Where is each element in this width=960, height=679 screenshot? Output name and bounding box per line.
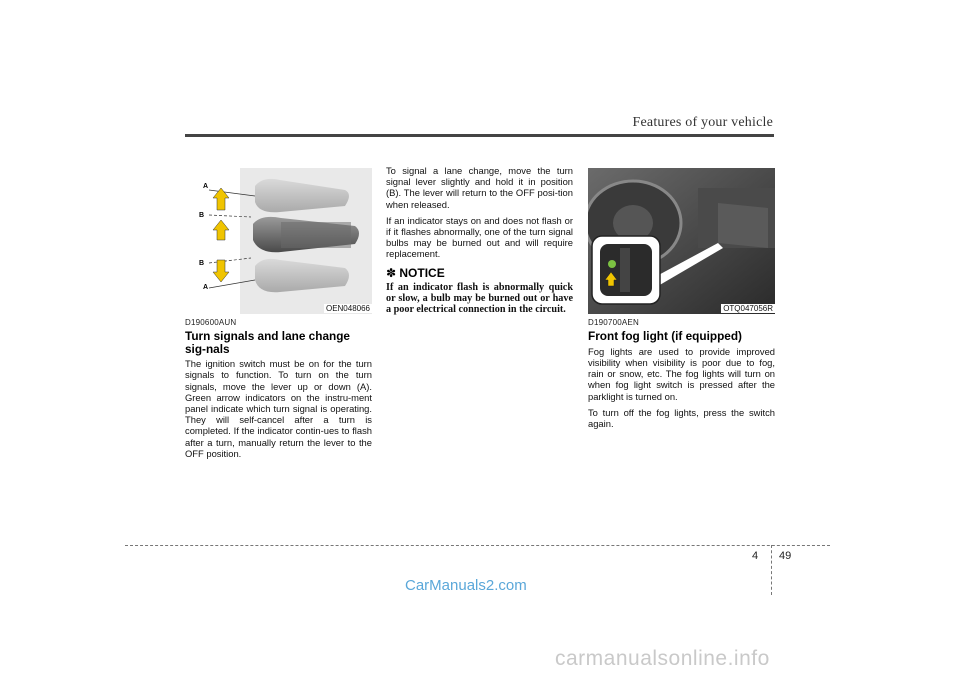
label-a-bottom: A [203,284,209,291]
notice-body: If an indicator flash is abnormally quick or slow, a bulb may be burned out or have a poor electrical connection in the circuit. [386,281,573,315]
lane-change-section [386,165,573,315]
turn-signal-section [185,317,372,464]
chapter-number: 4 [752,550,759,562]
turn-signal-illustration [185,168,372,314]
body-paragraph: The ignition switch must be on for the turn signals to function. To turn on the turn signals, move the lever up or down (A). Green arrow indicators on the instru-ment panel indicate which turn signal is operating. They will self-cancel after a turn is completed. If the indicator contin-ues to flash after a turn, manually return the lever to the OFF position. [185,358,372,459]
turn-signal-figure [185,168,372,314]
label-b-top: B [199,212,205,219]
header-rule [185,134,774,137]
body-paragraph: To signal a lane change, move the turn signal lever slightly and hold it in position (B). The lever will return to the OFF posi-tion when released. [386,165,573,210]
body-paragraph: To turn off the fog lights, press the switch again. [588,406,775,429]
section-heading: Turn signals and lane change sig-nals [185,329,350,356]
body-paragraph: Fog lights are used to provide improved visibility when visibility is poor due to fog, rain or snow, etc. The fog lights will turn on when fog light switch is pressed after the parklight is turned on. [588,345,775,402]
page-divider [771,545,772,595]
section-heading: Front fog light (if equipped) [588,329,742,344]
label-b-bottom: B [199,260,205,267]
section-title: Features of your vehicle [632,115,773,130]
notice-title: ✽ NOTICE [386,265,445,280]
figure-code: OEN048066 [325,304,370,313]
body-paragraph: If an indicator stays on and does not flash or if it flashes abnormally, one of the turn signal bulbs may be burned out and will require replacement. [386,214,573,260]
footer-rule [125,545,830,546]
page-number: 49 [779,550,792,562]
figure-code: OTQ047056R [723,304,773,313]
fog-light-section [588,317,775,434]
fog-light-figure [588,168,775,314]
label-a-top: A [203,183,209,190]
section-code: D190700AEN [588,318,639,327]
fog-light-photo [588,168,775,314]
watermark-text: carmanualsonline.info [555,647,770,670]
section-code: D190600AUN [185,318,237,327]
watermark-link[interactable]: CarManuals2.com [405,577,527,594]
